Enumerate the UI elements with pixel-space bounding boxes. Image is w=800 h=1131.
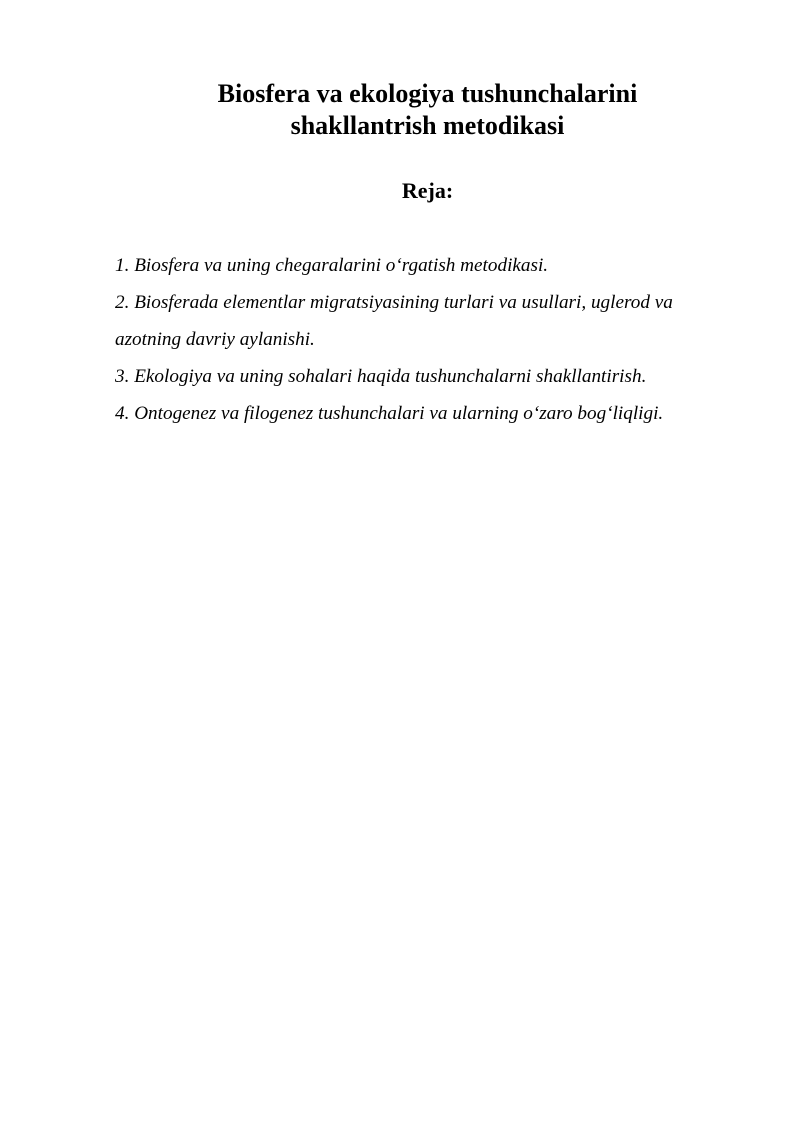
plan-item: 1. Biosfera va uning chegaralarini o‘rgatish metodikasi. [115,255,549,276]
plan-item: 2. Biosferada elementlar migratsiyasining turlari va usullari, uglerod va azotning davriy aylanishi. [115,292,673,350]
plan-list [115,247,743,432]
document-title [115,78,740,142]
title-line-1: Biosfera va ekologiya tushunchalarini [217,79,638,108]
title-line-2: shakllantrish metodikasi [290,111,565,140]
plan-heading: Reja: [401,178,454,203]
plan-item: 3. Ekologiya va uning sohalari haqida tushunchalarni shakllantirish. [115,366,647,387]
plan-item: 4. Ontogenez va filogenez tushunchalari va ularning o‘zaro bog‘liqligi. [115,403,664,424]
